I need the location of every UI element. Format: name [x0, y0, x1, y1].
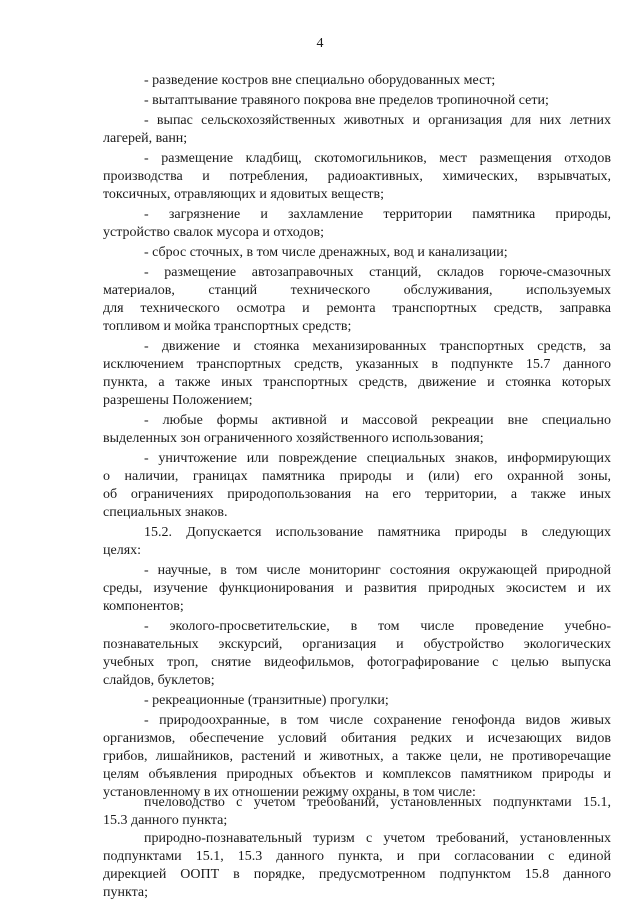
text-line: исключением транспортных средств, указанных в подпункте 15.7 данного	[103, 357, 611, 372]
page-number: 4	[316, 36, 324, 51]
text-line: - выпас сельскохозяйственных животных и организация для них летних	[144, 113, 611, 128]
text-line: компонентов;	[103, 599, 184, 614]
text-line: установленному в их отношении режиму охраны, в том числе:	[103, 785, 476, 800]
text-line: - сброс сточных, в том числе дренажных, вод и канализации;	[144, 245, 508, 260]
text-line: целях:	[103, 543, 142, 558]
text-line: учебных троп, снятие видеофильмов, фотографирование с целью выпуска	[103, 655, 611, 670]
text-line: - любые формы активной и массовой рекреации вне специально	[144, 413, 611, 428]
text-line: для технического осмотра и ремонта транспортных средств, заправка	[103, 301, 611, 316]
text-line: дирекцией ООПТ в порядке, предусмотренном подпунктом 15.8 данного	[103, 867, 611, 882]
text-line: токсичных, отравляющих и ядовитых веществ;	[103, 187, 385, 202]
text-line: пчеловодство с учетом требований, установленных подпунктами 15.1,	[144, 795, 611, 810]
text-line: о наличии, границах памятника природы и (или) его охранной зоны,	[103, 469, 611, 484]
text-line: пункта, а также иных транспортных средств, движение и стоянка которых	[103, 375, 611, 390]
text-line: познавательных экскурсий, организация и обустройство экологических	[103, 637, 611, 652]
text-line: - уничтожение или повреждение специальных знаков, информирующих	[144, 451, 611, 466]
text-line: специальных знаков.	[103, 505, 228, 520]
text-line: лагерей, ванн;	[103, 131, 188, 146]
text-line: - вытаптывание травяного покрова вне пределов тропиночной сети;	[144, 93, 549, 108]
text-line: природно-познавательный туризм с учетом требований, установленных	[144, 831, 611, 846]
text-line: - размещение кладбищ, скотомогильников, мест размещения отходов	[144, 151, 611, 166]
text-line: топливом и мойка транспортных средств;	[103, 319, 352, 334]
text-line: среды, изучение функционирования и развития природных экосистем и их	[103, 581, 611, 596]
text-line: 15.2. Допускается использование памятника природы в следующих	[144, 525, 611, 540]
text-line: слайдов, буклетов;	[103, 673, 215, 688]
text-line: - научные, в том числе мониторинг состояния окружающей природной	[144, 563, 611, 578]
text-line: материалов, станций технического обслуживания, используемых	[103, 283, 611, 298]
text-line: - загрязнение и захламление территории памятника природы,	[144, 207, 611, 222]
text-line: об ограничениях природопользования на его территории, а также иных	[103, 487, 611, 502]
text-line: разрешены Положением;	[103, 393, 253, 408]
text-line: - рекреационные (транзитные) прогулки;	[144, 693, 389, 708]
text-line: - эколого-просветительские, в том числе проведение учебно-	[144, 619, 611, 634]
text-line: грибов, лишайников, растений и животных, а также цели, не противоречащие	[103, 749, 611, 764]
text-line: - природоохранные, в том числе сохранение генофонда видов живых	[144, 713, 611, 728]
text-line: пункта;	[103, 885, 148, 900]
text-line: производства и потребления, радиоактивных, химических, взрывчатых,	[103, 169, 611, 184]
text-line: выделенных зон ограниченного хозяйственного использования;	[103, 431, 484, 446]
text-line: - движение и стоянка механизированных транспортных средств, за	[144, 339, 611, 354]
text-line: устройство свалок мусора и отходов;	[103, 225, 325, 240]
text-line: организмов, обеспечение условий обитания редких и исчезающих видов	[103, 731, 611, 746]
text-line: - размещение автозаправочных станций, складов горюче-смазочных	[144, 265, 611, 280]
text-line: целям объявления природных объектов и комплексов памятником природы и	[103, 767, 611, 782]
text-line: - разведение костров вне специально оборудованных мест;	[144, 73, 496, 88]
text-line: 15.3 данного пункта;	[103, 813, 228, 828]
text-line: подпунктами 15.1, 15.3 данного пункта, и при согласовании с единой	[103, 849, 611, 864]
